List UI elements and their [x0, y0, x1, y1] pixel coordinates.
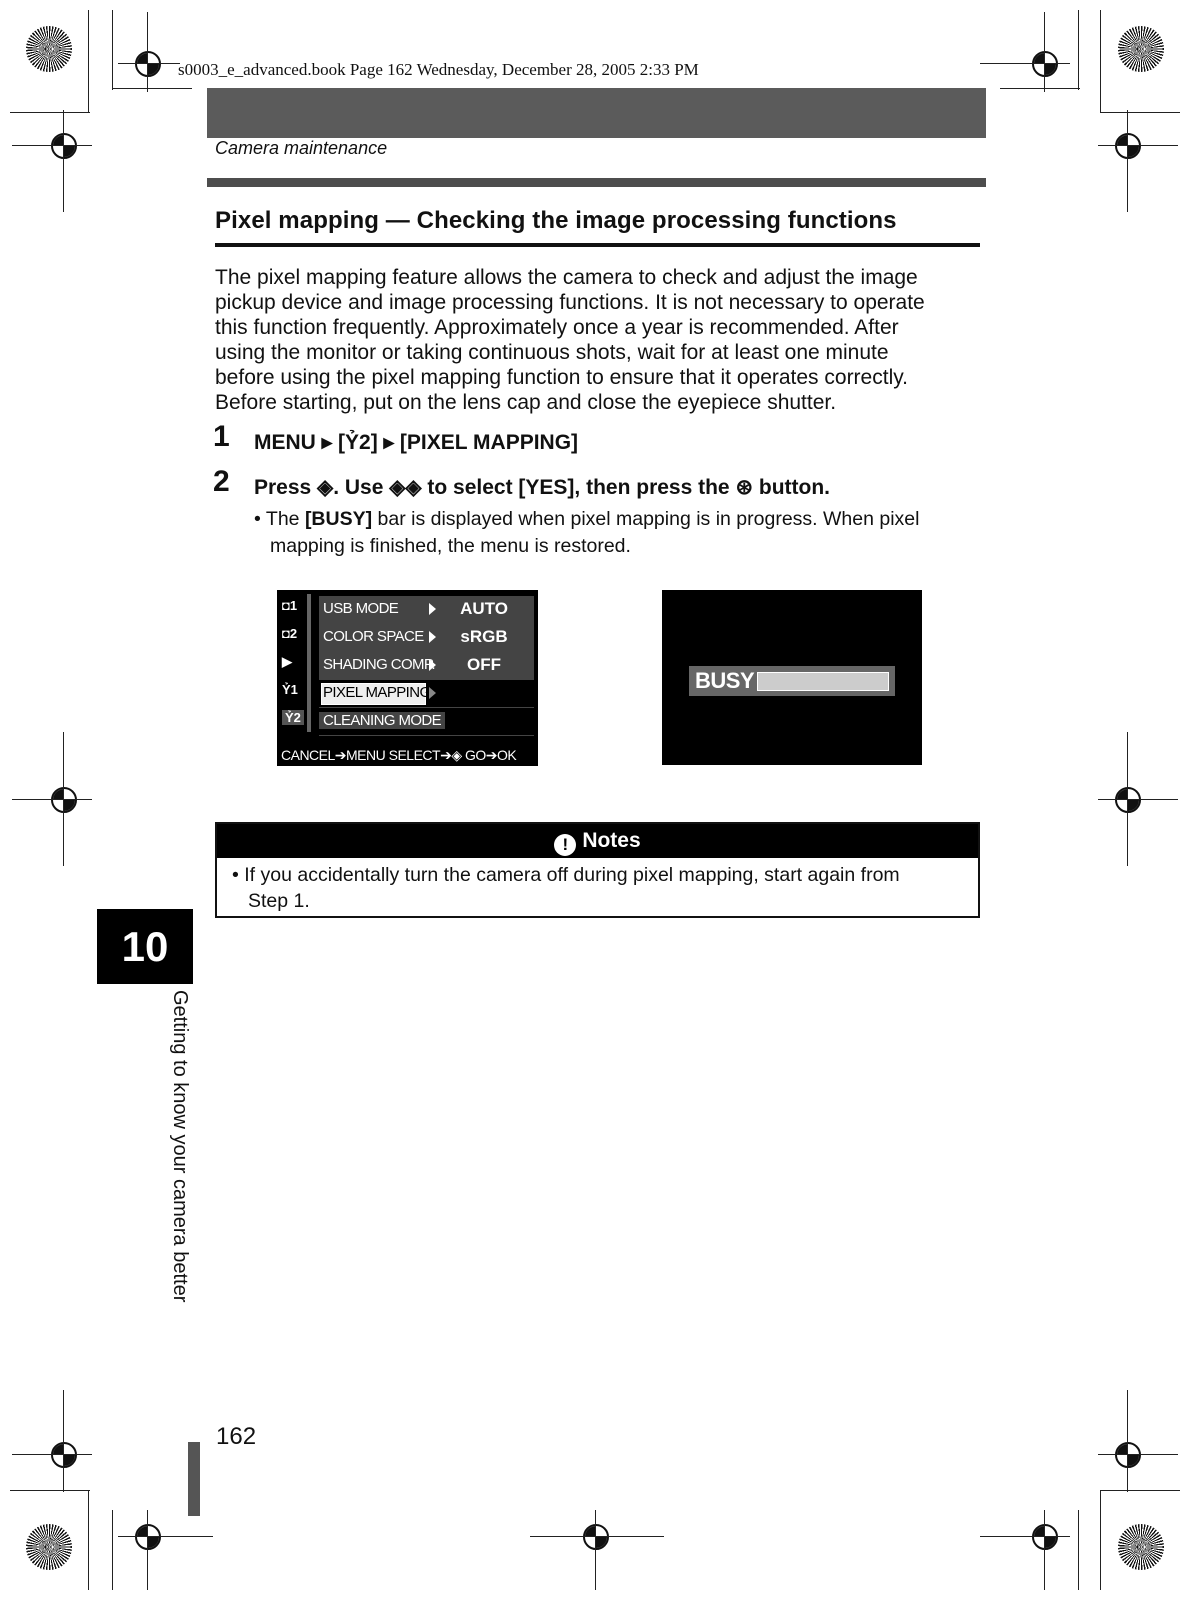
section-rule — [207, 178, 986, 187]
crop-line — [1078, 10, 1079, 90]
intro-line: Before starting, put on the lens cap and close the eyepiece shutter. — [215, 391, 837, 414]
playback-menu-icon: ▶ — [282, 654, 292, 669]
crosshair-line — [63, 1390, 64, 1492]
registration-mark — [51, 1442, 77, 1468]
starburst-mark-bl — [26, 1524, 72, 1570]
busy-keyword: [BUSY] — [304, 508, 373, 530]
menu-row-cleaning-mode — [319, 708, 534, 735]
busy-label: BUSY — [695, 668, 755, 693]
menu-row-label: USB MODE — [323, 600, 399, 617]
busy-indicator — [689, 666, 895, 696]
crosshair-line — [147, 12, 148, 92]
crosshair-line — [12, 1454, 92, 1455]
title-rule — [215, 243, 980, 247]
bullet-rest: bar is displayed when pixel mapping is in progress. When pixel — [372, 508, 920, 530]
starburst-mark-br — [1118, 1524, 1164, 1570]
notes-line-2: Step 1. — [248, 890, 310, 912]
starburst-mark-tl — [26, 26, 72, 72]
intro-line: pickup device and image processing functions. It is not necessary to operate — [215, 291, 925, 314]
registration-mark — [1032, 1524, 1058, 1550]
step-2-bullet — [254, 506, 989, 560]
crop-line — [1000, 88, 1080, 89]
notes-line-1-text: If you accidentally turn the camera off during pixel mapping, start again from — [244, 864, 900, 886]
step-1-text: MENU ▸ [Ỷ2] ▸ [PIXEL MAPPING] — [254, 431, 579, 454]
intro-line: using the monitor or taking continuous shots, wait for at least one minute — [215, 341, 889, 364]
crosshair-line — [1044, 12, 1045, 92]
menu-row-shading-comp — [319, 652, 534, 679]
shooting-menu-2-icon: ◘2 — [282, 626, 298, 641]
step-2-text: Press ◈. Use ◈◈ to select [YES], then press the ⊛ button. — [254, 476, 831, 499]
crosshair-line — [1127, 110, 1128, 212]
crosshair-line — [12, 799, 92, 800]
crosshair-line — [1127, 1390, 1128, 1492]
chapter-title: Getting to know your camera better — [169, 990, 191, 1303]
crosshair-line — [1044, 1510, 1045, 1590]
crosshair-line — [1098, 145, 1178, 146]
crosshair-line — [1098, 799, 1178, 800]
bullet-line-1: • The [BUSY] bar is displayed when pixel mapping is in progress. When pixel — [254, 508, 920, 530]
busy-progress-bar — [757, 672, 889, 691]
menu-row-label: COLOR SPACE — [323, 628, 424, 645]
setup-menu-1-icon: Ỷ1 — [282, 682, 298, 697]
busy-screen — [662, 590, 922, 765]
crop-line — [10, 112, 90, 113]
page-number-bar — [188, 1442, 200, 1516]
crosshair-line — [1127, 732, 1128, 866]
menu-row-value: sRGB — [460, 627, 508, 646]
crosshair-line — [147, 1510, 148, 1590]
arrow-right-icon — [429, 603, 436, 615]
registration-mark — [1115, 1442, 1141, 1468]
notes-line-1: • If you accidentally turn the camera off during pixel mapping, start again from — [232, 864, 900, 886]
intro-line: The pixel mapping feature allows the camera to check and adjust the image — [215, 266, 918, 289]
crop-line — [88, 10, 89, 112]
menu-row-label: SHADING COMP. — [323, 656, 435, 673]
crosshair-line — [980, 1536, 1070, 1537]
menu-row-value: OFF — [467, 655, 501, 674]
registration-mark — [1115, 133, 1141, 159]
crop-line — [1100, 1490, 1101, 1590]
menu-row-label: PIXEL MAPPING — [323, 684, 431, 701]
notes-title: Notes — [582, 829, 641, 852]
registration-mark — [51, 787, 77, 813]
print-header: s0003_e_advanced.book Page 162 Wednesday, December 28, 2005 2:33 PM — [178, 60, 699, 79]
shooting-menu-1-icon: ◘1 — [282, 598, 298, 613]
crosshair-line — [63, 110, 64, 212]
registration-mark — [51, 133, 77, 159]
crosshair-line — [118, 1536, 213, 1537]
crosshair-line — [1098, 1454, 1178, 1455]
intro-paragraph — [215, 265, 985, 415]
crop-line — [112, 88, 192, 89]
menu-row-usb-mode — [319, 596, 534, 623]
crop-line — [10, 1490, 90, 1491]
crosshair-line — [12, 145, 92, 146]
registration-mark — [135, 51, 161, 77]
crop-line — [88, 1490, 89, 1590]
page-number: 162 — [216, 1423, 257, 1450]
menu-row-color-space — [319, 624, 534, 651]
top-bar — [207, 88, 986, 138]
notes-item — [232, 862, 967, 914]
notes-box — [215, 822, 980, 918]
step-1-number: 1 — [213, 420, 230, 453]
registration-mark — [1032, 51, 1058, 77]
crop-line — [112, 10, 113, 90]
page-title: Pixel mapping — Checking the image processing functions — [215, 207, 897, 234]
menu-row-label: CLEANING MODE — [319, 712, 445, 729]
menu-footer: CANCEL➔MENU SELECT➔◈ GO➔OK — [281, 747, 517, 763]
arrow-right-icon — [429, 687, 436, 699]
exclamation-icon: ! — [554, 834, 576, 856]
crosshair-line — [530, 1536, 664, 1537]
menu-tab-column — [277, 590, 307, 740]
section-label: Camera maintenance — [215, 138, 388, 158]
bullet-line-2: mapping is finished, the menu is restored. — [270, 535, 631, 557]
starburst-mark-tr — [1118, 26, 1164, 72]
registration-mark — [583, 1524, 609, 1550]
menu-row-pixel-mapping — [319, 680, 534, 707]
arrow-right-icon — [429, 631, 436, 643]
crosshair-line — [595, 1510, 596, 1590]
arrow-right-icon — [429, 659, 436, 671]
camera-menu-screen — [277, 590, 538, 766]
chapter-number: 10 — [97, 909, 193, 984]
bullet-prefix: The — [265, 508, 305, 530]
crosshair-line — [118, 63, 180, 64]
intro-line: before using the pixel mapping function to ensure that it operates correctly. — [215, 366, 909, 389]
menu-panel — [319, 596, 534, 736]
setup-menu-2-icon: Ỷ2 — [282, 710, 304, 725]
step-2-number: 2 — [213, 465, 230, 498]
crosshair-line — [63, 732, 64, 866]
intro-line: this function frequently. Approximately once a year is recommended. After — [215, 316, 899, 339]
crop-line — [112, 1510, 113, 1590]
notes-header — [217, 824, 978, 858]
registration-mark — [1115, 787, 1141, 813]
crosshair-line — [980, 63, 1070, 64]
menu-row-value: AUTO — [460, 599, 508, 618]
crop-line — [1100, 10, 1101, 112]
crop-line — [1100, 1490, 1180, 1491]
registration-mark — [135, 1524, 161, 1550]
crop-line — [1078, 1510, 1079, 1590]
crop-line — [1100, 112, 1180, 113]
scroll-track — [307, 594, 311, 732]
